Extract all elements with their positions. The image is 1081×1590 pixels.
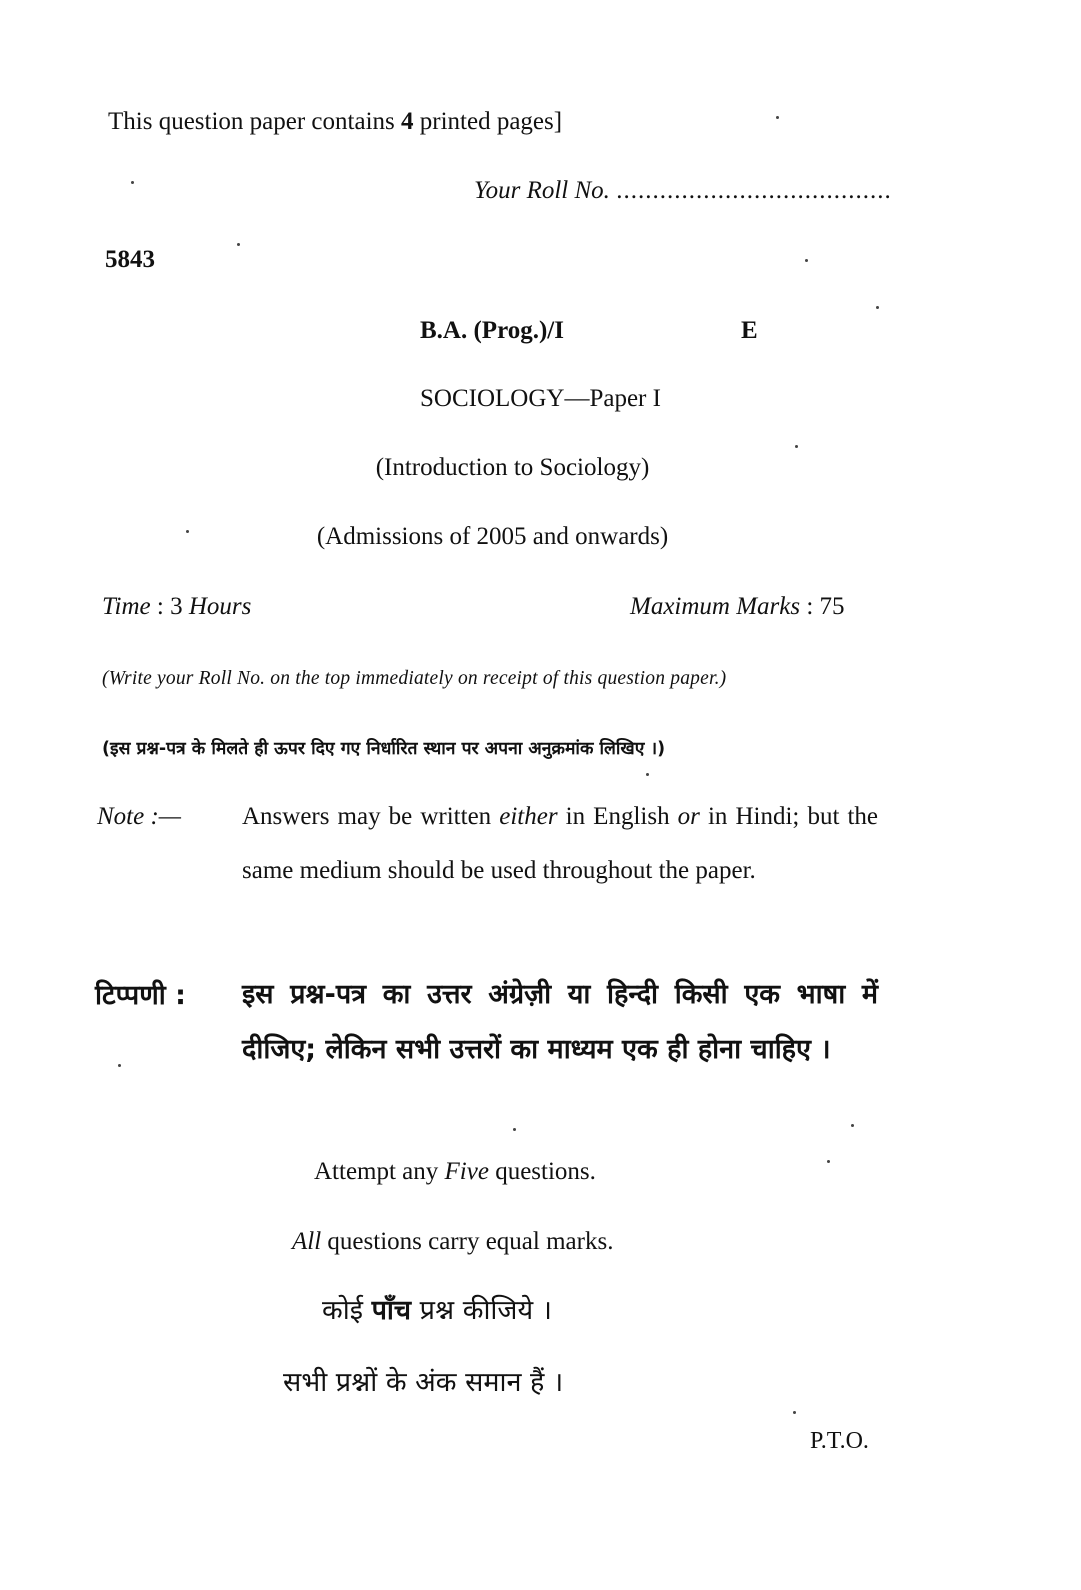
attempt-five: Five <box>444 1158 489 1185</box>
note-text-part-3: in Hindi; but the same medium should be used throughout the paper. <box>242 803 879 884</box>
note-text-part-1: Answers may be written <box>242 803 492 830</box>
note-or: or <box>677 803 700 830</box>
equal-marks-instruction <box>292 1228 613 1256</box>
attempt-hi-post: प्रश्न कीजिये । <box>419 1295 552 1326</box>
subject-title: SOCIOLOGY—Paper I <box>420 385 661 412</box>
time-value: : 3 <box>156 593 183 620</box>
course-name: B.A. (Prog.)/I <box>420 317 564 344</box>
pages-count: 4 <box>401 108 414 135</box>
attempt-pre: Attempt any <box>314 1158 439 1185</box>
roll-label: Your Roll No. <box>474 177 610 204</box>
pages-info <box>108 108 562 136</box>
marks-value: : 75 <box>806 593 845 620</box>
scan-speck <box>776 116 779 119</box>
equal-marks-instruction-hi: सभी प्रश्नों के अंक समान हैं । <box>283 1367 564 1398</box>
scan-speck <box>827 1160 830 1163</box>
note-either: either <box>499 803 558 830</box>
time-unit: Hours <box>188 593 252 620</box>
roll-number-field[interactable]: ...................................... <box>616 177 892 204</box>
please-turn-over: P.T.O. <box>810 1428 869 1454</box>
scan-speck <box>237 243 240 246</box>
scan-speck <box>805 259 808 262</box>
note-text <box>242 790 878 898</box>
roll-number-line <box>474 177 892 205</box>
scan-speck <box>118 1064 121 1067</box>
series-code: E <box>741 317 758 344</box>
scan-speck <box>795 445 798 448</box>
admissions-line: (Admissions of 2005 and onwards) <box>316 523 669 550</box>
scan-speck <box>851 1124 854 1127</box>
note-hi-label: टिप्पणी : <box>95 980 186 1011</box>
scan-speck <box>131 181 134 184</box>
note-hi-text: इस प्रश्न-पत्र का उत्तर अंग्रेज़ी या हिन्दी किसी एक भाषा में दीजिए; लेकिन सभी उत्तरों का माध्यम एक ही होना चाहिए । <box>242 979 878 1065</box>
paper-title: (Introduction to Sociology) <box>375 454 650 481</box>
equal-all: All <box>292 1228 322 1255</box>
scan-speck <box>186 530 189 533</box>
attempt-hi-pre: कोई <box>322 1295 363 1326</box>
roll-instruction-hi: (इस प्रश्न-पत्र के मिलते ही ऊपर दिए गए निर्धारित स्थान पर अपना अनुक्रमांक लिखिए ।) <box>102 739 666 759</box>
attempt-post: questions. <box>495 1158 596 1185</box>
time-allowed <box>102 593 251 621</box>
time-label: Time <box>102 593 151 620</box>
note-label: Note :— <box>97 803 182 830</box>
attempt-instruction <box>314 1158 596 1186</box>
marks-label: Maximum Marks <box>630 593 801 620</box>
equal-rest: questions carry equal marks. <box>327 1228 614 1255</box>
attempt-instruction-hi <box>322 1290 552 1327</box>
pages-prefix: This question paper contains <box>108 108 395 135</box>
scan-speck <box>876 306 879 309</box>
paper-code: 5843 <box>105 246 155 273</box>
maximum-marks <box>630 593 845 621</box>
scan-speck <box>793 1411 796 1414</box>
note-text-part-2: in English <box>565 803 670 830</box>
pages-suffix: printed pages] <box>419 108 563 135</box>
scan-speck <box>646 773 649 776</box>
scan-speck <box>513 1128 516 1131</box>
attempt-hi-five: पाँच <box>371 1295 412 1326</box>
roll-instruction-en: (Write your Roll No. on the top immediately on receipt of this question paper.) <box>102 668 727 689</box>
